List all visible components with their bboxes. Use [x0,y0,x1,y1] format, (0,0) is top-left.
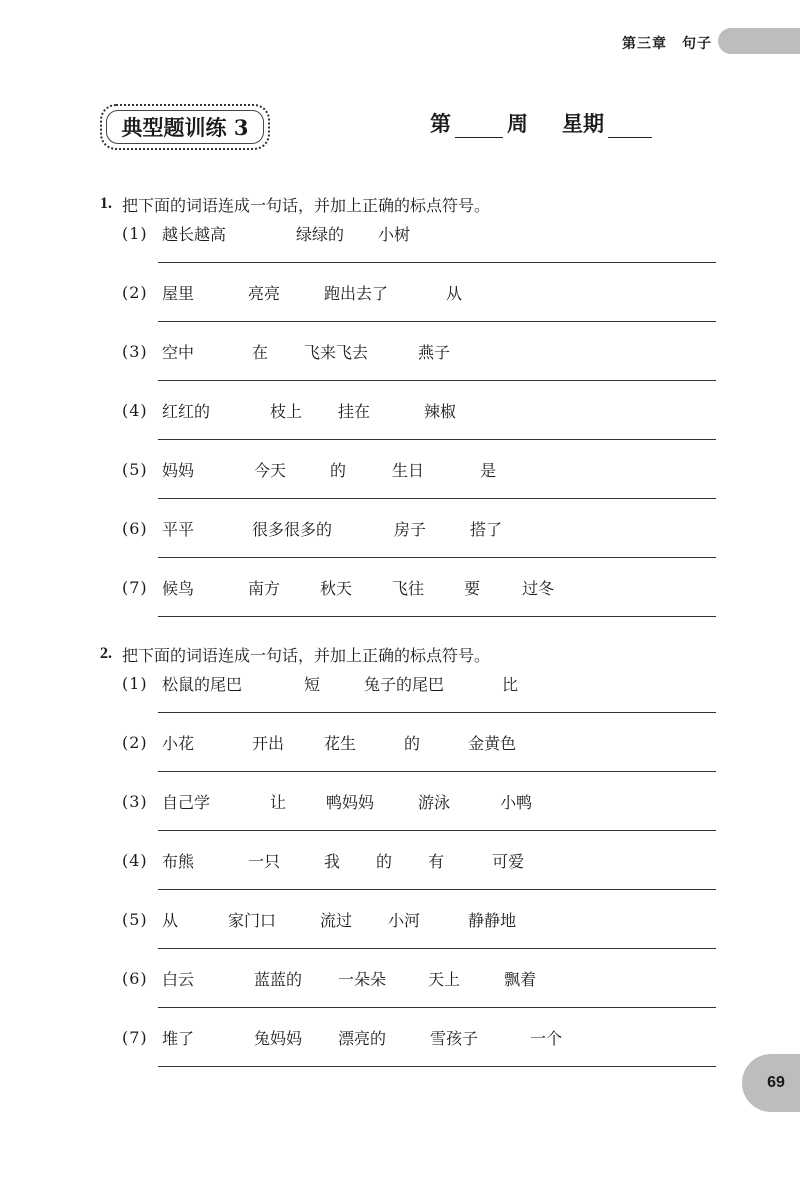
word-chip: 小鸭 [500,792,533,812]
word-chip: 我 [324,851,341,871]
word-chip: 兔子的尾巴 [364,674,445,694]
item-index: (5) [122,459,148,479]
answer-line[interactable] [158,830,716,831]
item-index: (7) [122,1027,148,1047]
chapter-tab [718,28,800,54]
page-title: 典型题训练 3 [121,115,249,140]
word-chip: 平平 [162,519,195,539]
item-index: (5) [122,909,148,929]
exercise-item [100,279,720,338]
word-chip: 从 [162,910,179,930]
word-chip: 飞来飞去 [304,342,369,362]
word-chip: 枝上 [270,401,303,421]
answer-line[interactable] [158,1007,716,1008]
word-chip: 屋里 [162,283,195,303]
word-chip: 静静地 [468,910,517,930]
word-chip: 有 [428,851,445,871]
exercise-item [100,574,720,633]
word-chip: 雪孩子 [430,1028,479,1048]
answer-line[interactable] [158,712,716,713]
word-chip: 亮亮 [248,283,281,303]
instruction-text: 把下面的词语连成一句话，并加上正确的标点符号。 [122,645,491,665]
item-index: (2) [122,732,148,752]
word-chip: 一只 [248,851,281,871]
word-chip: 比 [502,674,519,694]
exercise-item [100,906,720,965]
answer-line[interactable] [158,948,716,949]
item-index: (7) [122,577,148,597]
word-chip: 一个 [530,1028,563,1048]
answer-line[interactable] [158,889,716,890]
item-index: (1) [122,673,148,693]
exercise-item [100,456,720,515]
title-frame [100,104,270,150]
word-chip: 蓝蓝的 [254,969,303,989]
week-day-field [430,108,652,138]
word-chip: 鸭妈妈 [326,792,375,812]
word-chip: 今天 [254,460,287,480]
word-chip: 布熊 [162,851,195,871]
week-number-blank[interactable] [455,115,503,138]
word-chip: 是 [480,460,497,480]
word-chip: 金黄色 [468,733,517,753]
word-chip: 过冬 [522,578,555,598]
exercise-item [100,220,720,279]
chapter-header: 第三章 句子 [622,36,712,52]
word-chip: 生日 [392,460,425,480]
exercise-instruction [100,192,720,216]
item-index: (1) [122,223,148,243]
exercise-item [100,515,720,574]
exercise-item [100,965,720,1024]
word-chip: 的 [330,460,347,480]
exercise-instruction [100,642,720,666]
answer-line[interactable] [158,498,716,499]
word-chip: 开出 [252,733,285,753]
exercise-item [100,338,720,397]
word-chip: 秋天 [320,578,353,598]
word-chip: 短 [304,674,321,694]
exercise-item [100,847,720,906]
word-chip: 房子 [394,519,427,539]
word-chip: 的 [376,851,393,871]
word-chip: 南方 [248,578,281,598]
answer-line[interactable] [158,557,716,558]
answer-line[interactable] [158,380,716,381]
word-chip: 松鼠的尾巴 [162,674,243,694]
word-chip: 越长越高 [162,224,227,244]
answer-line[interactable] [158,439,716,440]
word-chip: 妈妈 [162,460,195,480]
word-chip: 小花 [162,733,195,753]
word-chip: 天上 [428,969,461,989]
word-chip: 让 [270,792,287,812]
word-chip: 燕子 [418,342,451,362]
weekday-blank[interactable] [608,115,652,138]
word-chip: 小树 [378,224,411,244]
item-index: (6) [122,968,148,988]
answer-line[interactable] [158,1066,716,1067]
page-number: 69 [742,1054,800,1112]
exercise-item [100,729,720,788]
word-chip: 要 [464,578,481,598]
word-chip: 堆了 [162,1028,195,1048]
word-chip: 一朵朵 [338,969,387,989]
word-chip: 跑出去了 [324,283,389,303]
exercise-item [100,670,720,729]
word-chip: 飞往 [392,578,425,598]
word-chip: 红红的 [162,401,211,421]
answer-line[interactable] [158,321,716,322]
word-chip: 小河 [388,910,421,930]
word-chip: 游泳 [418,792,451,812]
exercise-section-2 [100,642,720,1083]
word-chip: 候鸟 [162,578,195,598]
answer-line[interactable] [158,262,716,263]
word-chip: 可爱 [492,851,525,871]
word-chip: 辣椒 [424,401,457,421]
week-label-di: 第 [430,111,451,136]
item-index: (4) [122,400,148,420]
item-index: (6) [122,518,148,538]
item-index: (2) [122,282,148,302]
word-chip: 流过 [320,910,353,930]
word-chip: 自己学 [162,792,211,812]
exercise-item [100,788,720,847]
word-chip: 花生 [324,733,357,753]
word-chip: 漂亮的 [338,1028,387,1048]
item-index: (3) [122,791,148,811]
word-chip: 白云 [162,969,195,989]
word-chip: 从 [446,283,463,303]
word-chip: 空中 [162,342,195,362]
exercise-number: 1. [100,195,112,212]
word-chip: 搭了 [470,519,503,539]
exercise-item [100,1024,720,1083]
exercise-number: 2. [100,645,112,662]
week-label-zhou: 周 [507,111,528,136]
word-chip: 很多很多的 [252,519,333,539]
word-chip: 挂在 [338,401,371,421]
word-chip: 飘着 [504,969,537,989]
exercise-item [100,397,720,456]
word-chip: 的 [404,733,421,753]
word-chip: 家门口 [228,910,277,930]
weekday-label: 星期 [562,111,604,136]
word-chip: 在 [252,342,269,362]
word-chip: 兔妈妈 [254,1028,303,1048]
answer-line[interactable] [158,771,716,772]
instruction-text: 把下面的词语连成一句话，并加上正确的标点符号。 [122,195,491,215]
word-chip: 绿绿的 [296,224,345,244]
exercise-section-1 [100,192,720,633]
item-index: (4) [122,850,148,870]
answer-line[interactable] [158,616,716,617]
item-index: (3) [122,341,148,361]
